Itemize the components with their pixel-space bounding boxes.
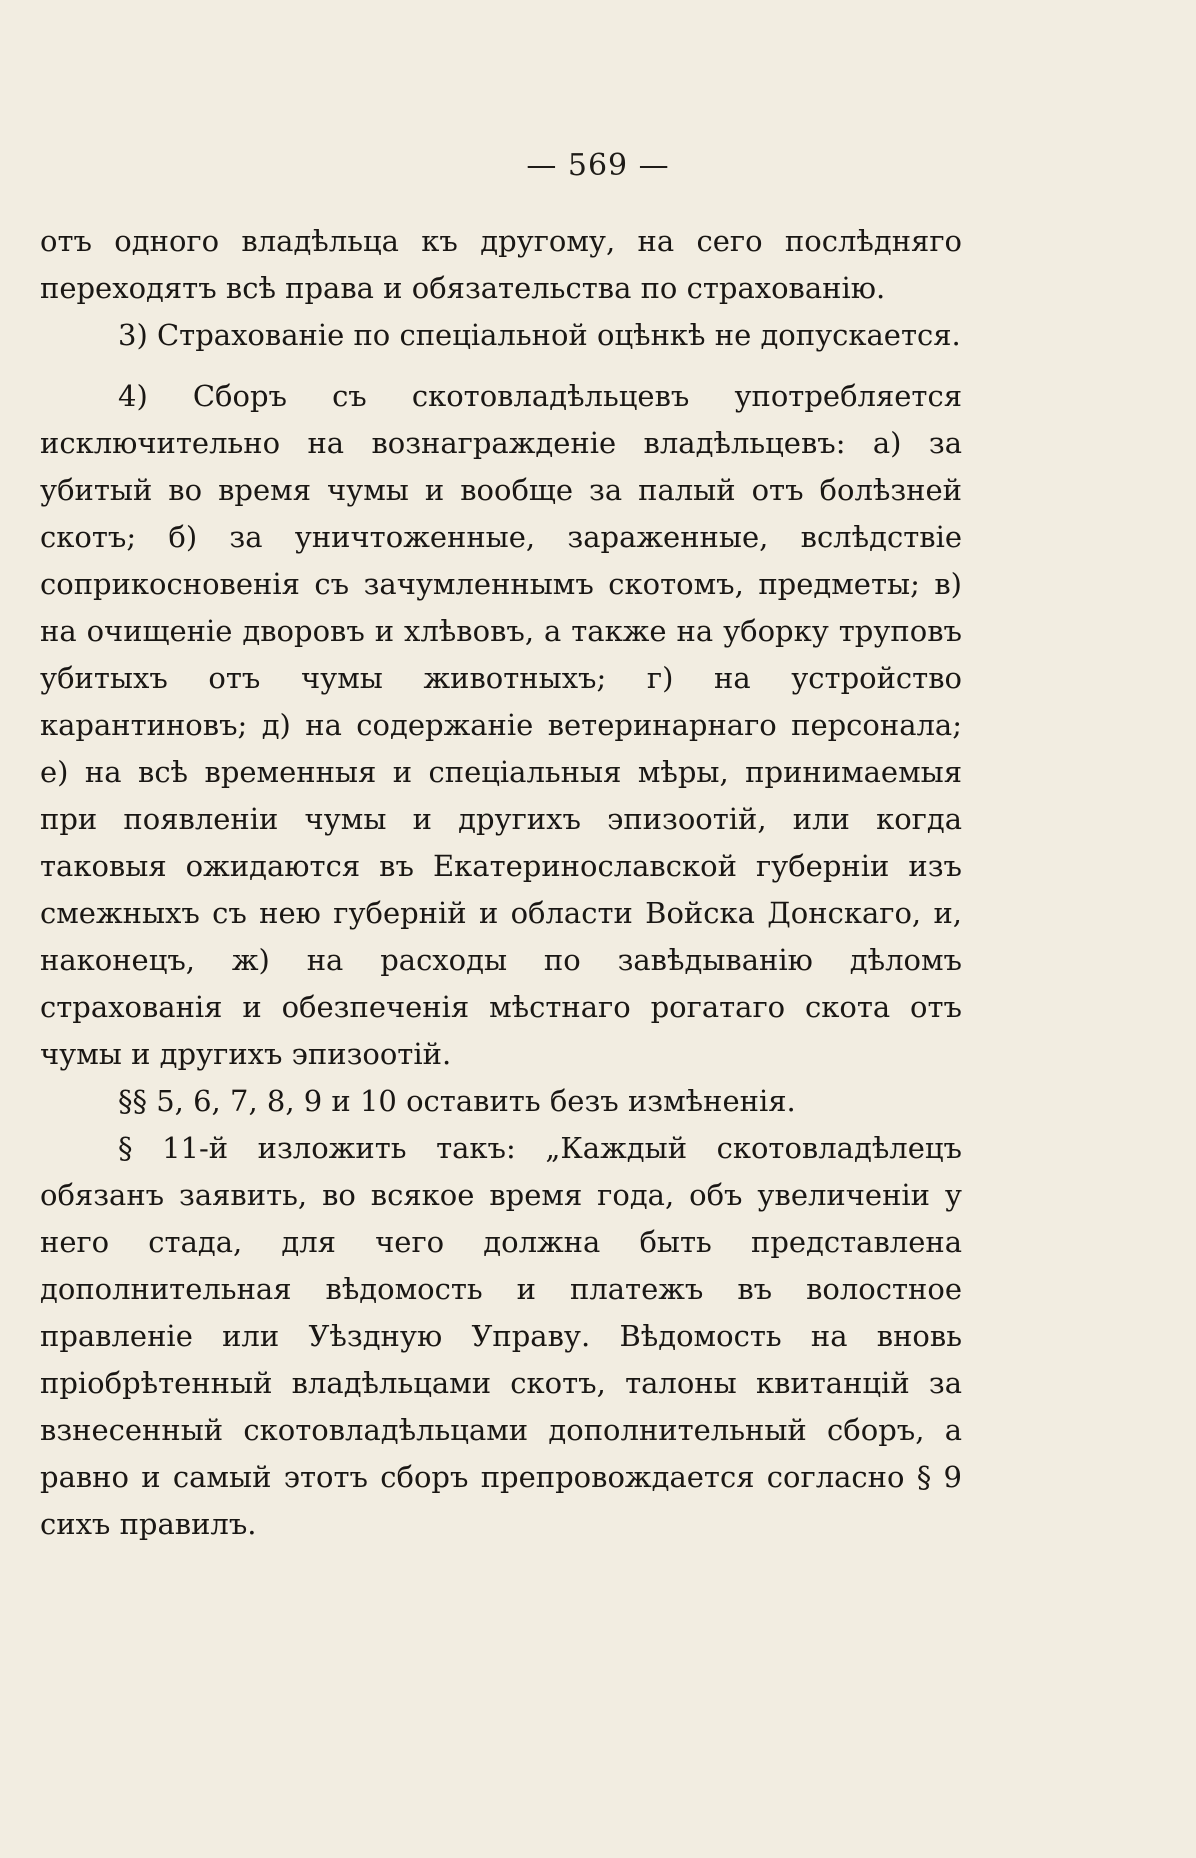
paragraph-sections-5-10: §§ 5, 6, 7, 8, 9 и 10 оставить безъ измѣненія.	[118, 1084, 796, 1118]
paragraph-section-11: § 11-й изложить такъ: „Каждый скотовладѣлецъ обязанъ заявить, во всякое время года, объ увеличеніи у него стада, для чего должна быть представлена дополнительная вѣдомость и платежъ въ волостное правленіе или Уѣздную Управу. Вѣдомость на вновь пріобрѣтенный владѣльцами скотъ, талоны квитанцій за взнесенный скотовладѣльцами дополнительный сборъ, а равно и самый этотъ сборъ препровождается согласно § 9 сихъ правилъ.	[40, 1131, 962, 1541]
paragraph-item-3: 3) Страхованіе по спеціальной оцѣнкѣ не допускается.	[118, 318, 961, 352]
paragraph-item-4: 4) Сборъ съ скотовладѣльцевъ употребляется исключительно на вознагражденіе владѣльцевъ: а) за убитый во время чумы и вообще за палый отъ болѣзней скотъ; б) за уничтоженные, зараженные, вслѣдствіе соприкосновенія съ зачумленнымъ скотомъ, предметы; в) на очищеніе дворовъ и хлѣвовъ, а также на уборку труповъ убитыхъ отъ чумы животныхъ; г) на устройство карантиновъ; д) на содержаніе ветеринарнаго персонала; е) на всѣ временныя и спеціальныя мѣры, принимаемыя при появленіи чумы и другихъ эпизоотій, или когда таковыя ожидаются въ Екатеринославской губерніи изъ смежныхъ съ нею губерній и области Войска Донскаго, и, наконецъ, ж) на расходы по завѣдыванію дѣломъ страхованія и обезпеченія мѣстнаго рогатаго скота отъ чумы и другихъ эпизоотій.	[40, 379, 962, 1071]
page-number: — 569 —	[526, 148, 670, 183]
body-text	[40, 218, 962, 1548]
paragraph-continuation: отъ одного владѣльца къ другому, на сего послѣдняго переходятъ всѣ права и обязательства по страхованію.	[40, 224, 962, 305]
